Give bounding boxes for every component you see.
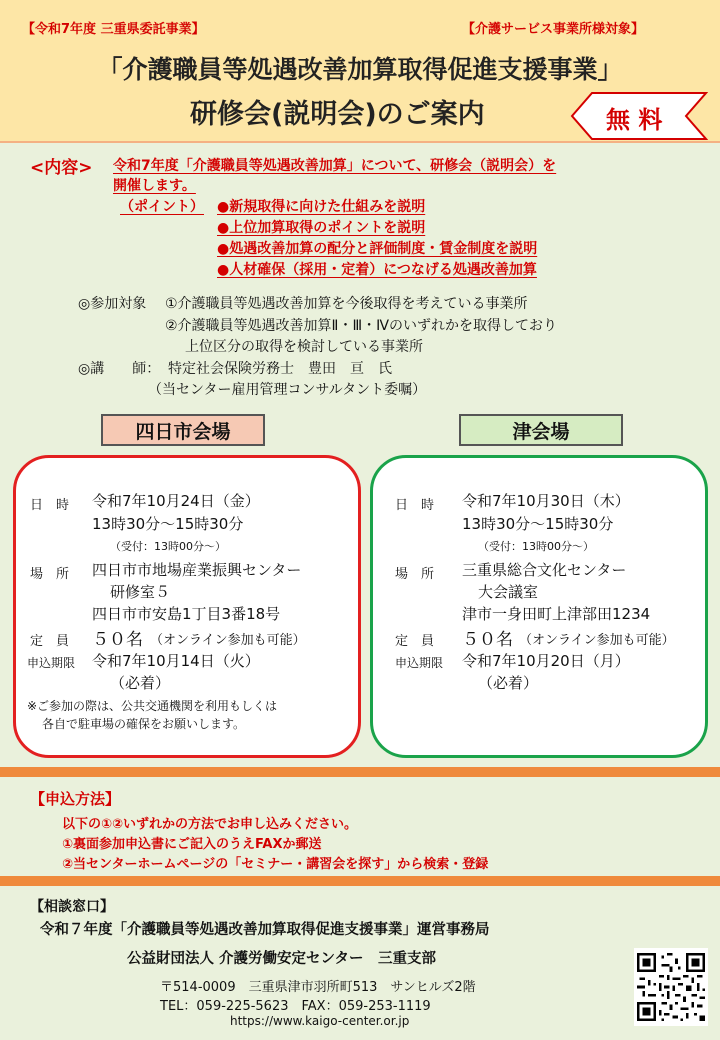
- event-time: 13時30分～15時30分: [462, 515, 614, 533]
- content-label: <内容>: [30, 158, 93, 178]
- datetime-label: 日 時: [30, 498, 70, 513]
- capacity-label: 定 員: [395, 634, 435, 649]
- capacity-label: 定 員: [30, 634, 70, 649]
- lecturer-note: （当センター雇用管理コンサルタント委嘱）: [148, 382, 427, 398]
- points-label: （ポイント）: [120, 199, 204, 215]
- free-badge: 無 料: [606, 106, 663, 134]
- section-divider: [0, 767, 720, 777]
- tag-left: 【令和7年度 三重県委託事業】: [22, 22, 205, 37]
- venue-name: 四日市市地場産業振興センター: [92, 561, 302, 579]
- deadline-label: 申込期限: [395, 656, 444, 670]
- venue-label-tsu: 津会場: [459, 414, 623, 446]
- contact-address: 〒514-0009 三重県津市羽所町513 サンヒルズ2階: [160, 980, 476, 995]
- apply-method-1: ①裏面参加申込書にご記入のうえFAXか郵送: [62, 837, 322, 852]
- parking-note: ※ご参加の際は、公共交通機関を利用もしくは: [27, 699, 278, 713]
- capacity-value: ５０名: [462, 630, 513, 650]
- capacity-value: ５０名: [92, 630, 143, 650]
- capacity-note: （オンライン参加も可能）: [519, 633, 675, 648]
- venue-label-yokkaichi: 四日市会場: [101, 414, 265, 446]
- page-subtitle: 研修会(説明会)のご案内: [190, 99, 485, 130]
- content-line2: 開催します。: [113, 178, 196, 194]
- contact-title: 【相談窓口】: [30, 899, 114, 915]
- header-banner: [0, 0, 720, 143]
- target-item-2: ②介護職員等処遇改善加算Ⅱ・Ⅲ・Ⅳのいずれかを取得しており: [165, 318, 558, 334]
- venue-address: 津市一身田町上津部田1234: [462, 605, 651, 623]
- contact-office: 令和７年度「介護職員等処遇改善加算取得促進支援事業」運営事務局: [40, 922, 490, 938]
- venue-address: 四日市市安島1丁目3番18号: [92, 605, 281, 623]
- tag-right: 【介護サービス事業所様対象】: [462, 22, 645, 37]
- content-line1: 令和7年度「介護職員等処遇改善加算」について、研修会（説明会）を: [113, 158, 557, 174]
- datetime-label: 日 時: [395, 498, 435, 513]
- qr-code-icon: [637, 951, 705, 1023]
- event-date: 令和7年10月30日（木）: [462, 492, 630, 510]
- deadline-date: 令和7年10月14日（火）: [92, 652, 260, 670]
- target-item-2-cont: 上位区分の取得を検討している事業所: [185, 339, 423, 355]
- section-divider: [0, 876, 720, 886]
- venue-name: 三重県総合文化センター: [462, 561, 627, 579]
- page-title: 「介護職員等処遇改善加算取得促進支援事業」: [97, 55, 623, 84]
- point-item: ●人材確保（採用・定着）につなげる処遇改善加算: [217, 262, 537, 278]
- apply-title: 【申込方法】: [30, 790, 121, 808]
- contact-phone: TEL：059-225-5623 FAX：059-253-1119: [160, 999, 431, 1014]
- venue-room: 研修室５: [110, 583, 171, 601]
- point-item: ●新規取得に向けた仕組みを説明: [217, 199, 426, 215]
- deadline-note: （必着）: [478, 674, 539, 692]
- event-time: 13時30分～15時30分: [92, 515, 244, 533]
- reception-time: （受付：13時00分～）: [110, 540, 226, 553]
- qr-code[interactable]: [634, 948, 708, 1026]
- capacity-note: （オンライン参加も可能）: [150, 633, 306, 648]
- deadline-label: 申込期限: [27, 656, 76, 670]
- point-item: ●処遇改善加算の配分と評価制度・賃金制度を説明: [217, 241, 538, 257]
- apply-method-2: ②当センターホームページの「セミナー・講習会を探す」から検索・登録: [62, 857, 489, 872]
- place-label: 場 所: [30, 567, 70, 582]
- place-label: 場 所: [395, 567, 435, 582]
- point-item: ●上位加算取得のポイントを説明: [217, 220, 426, 236]
- contact-url[interactable]: https://www.kaigo-center.or.jp: [230, 1014, 410, 1028]
- lecturer-label: ◎講 師：: [78, 361, 161, 377]
- venue-room: 大会議室: [478, 583, 539, 601]
- lecturer-name: 特定社会保険労務士 豊田 亘 氏: [168, 361, 392, 377]
- apply-intro: 以下の①②いずれかの方法でお申し込みください。: [62, 817, 358, 832]
- event-date: 令和7年10月24日（金）: [92, 492, 260, 510]
- target-label: ◎参加対象: [78, 296, 147, 312]
- target-item-1: ①介護職員等処遇改善加算を今後取得を考えている事業所: [165, 296, 528, 312]
- deadline-note: （必着）: [110, 674, 171, 692]
- reception-time: （受付：13時00分～）: [478, 540, 594, 553]
- parking-note-cont: 各自で駐車場の確保をお願いします。: [42, 717, 246, 731]
- contact-org: 公益財団法人 介護労働安定センター 三重支部: [127, 951, 436, 967]
- deadline-date: 令和7年10月20日（月）: [462, 652, 630, 670]
